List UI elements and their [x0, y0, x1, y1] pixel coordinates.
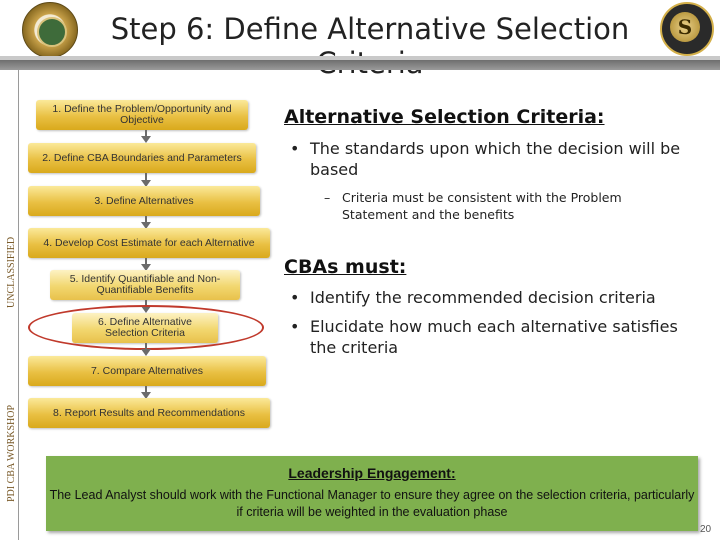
army-seal-logo	[22, 2, 78, 58]
cbas-bullet-2	[290, 316, 695, 358]
step-6-current: 6. Define Alternative Selection Criteria	[72, 313, 218, 343]
engagement-title: Leadership Engagement:	[288, 465, 456, 481]
dash-icon: –	[324, 190, 331, 205]
page-number: 20	[700, 524, 712, 535]
step-1: 1. Define the Problem/Opportunity and Objective	[36, 100, 248, 130]
step-7: 7. Compare Alternatives	[28, 356, 266, 386]
cbas-heading: CBAs must:	[284, 256, 407, 278]
army-seal-inner	[37, 17, 67, 47]
cbas-bullet-1	[290, 287, 695, 308]
criteria-bullet-1	[290, 138, 695, 180]
header	[0, 0, 720, 56]
workshop-label: PDI CBA WORKSHOP	[6, 404, 17, 502]
cbas-bullet-1-text: Identify the recommended decision criteria	[310, 288, 656, 307]
page-title: Step 6: Define Alternative Selection	[110, 12, 630, 46]
bullet-icon: •	[290, 139, 300, 158]
leadership-engagement-box	[46, 456, 698, 531]
cbas-bullet-2-text: Elucidate how much each alternative satisfies the criteria	[310, 317, 678, 357]
workshop-emblem-logo	[660, 2, 714, 56]
criteria-heading: Alternative Selection Criteria:	[284, 106, 605, 128]
engagement-body: The Lead Analyst should work with the Functional Manager to ensure they agree on the selection criteria, particularly if criteria will be weighted in the evaluation phase	[49, 488, 695, 519]
bullet-icon: •	[290, 317, 300, 336]
step-3: 3. Define Alternatives	[28, 186, 260, 216]
bullet-icon: •	[290, 288, 300, 307]
criteria-sub-bullet	[324, 189, 677, 223]
step-8: 8. Report Results and Recommendations	[28, 398, 270, 428]
step-4: 4. Develop Cost Estimate for each Alternative	[28, 228, 270, 258]
arrow-down-icon	[141, 136, 151, 143]
emblem-letter: S	[670, 12, 700, 42]
arrow-down-icon	[141, 349, 151, 356]
side-rule	[18, 70, 19, 540]
criteria-sub-bullet-text: Criteria must be consistent with the Problem Statement and the benefits	[342, 190, 622, 222]
criteria-bullet-1-text: The standards upon which the decision will be based	[310, 139, 681, 179]
unclassified-label: UNCLASSIFIED	[6, 236, 17, 308]
arrow-stem	[145, 173, 147, 180]
header-divider-dark	[0, 60, 720, 70]
step-5: 5. Identify Quantifiable and Non- Quantifiable Benefits	[50, 270, 240, 300]
step-2: 2. Define CBA Boundaries and Parameters	[28, 143, 256, 173]
